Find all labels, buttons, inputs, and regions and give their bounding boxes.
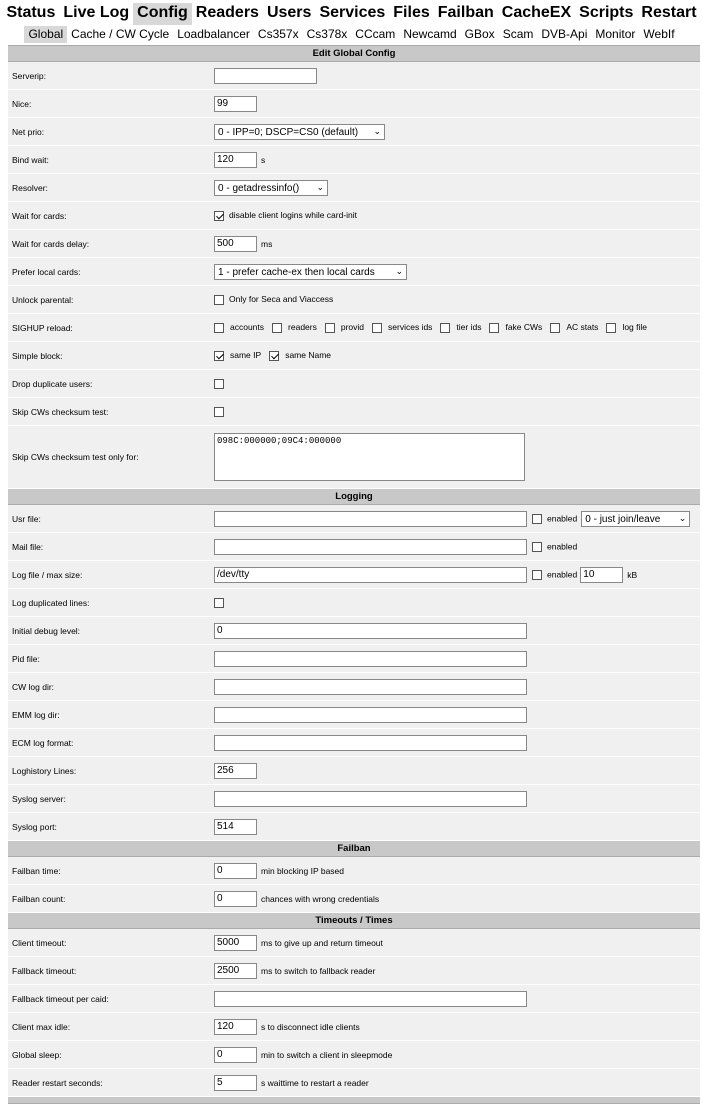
sighup-logfile-label: log file: [622, 322, 648, 333]
bindwait-label: Bind wait:: [8, 146, 210, 174]
fbcaid-input[interactable]: [214, 991, 527, 1007]
subnav-cache-cw-cycle[interactable]: Cache / CW Cycle: [71, 27, 170, 41]
skipcw-label: Skip CWs checksum test:: [8, 398, 210, 426]
sighup-services-checkbox[interactable]: [372, 323, 382, 333]
sighup-tier-label: tier ids: [456, 322, 482, 333]
nav-restart[interactable]: Restart: [641, 4, 697, 21]
waitcards-checkbox[interactable]: [214, 211, 224, 221]
logdup-checkbox[interactable]: [214, 598, 224, 608]
syslogport-label: Syslog port:: [8, 813, 210, 841]
client-timeout-hint: ms to give up and return timeout: [261, 937, 383, 948]
section-header-next: [8, 1097, 700, 1104]
usrfile-enabled-label: enabled: [547, 512, 578, 523]
section-header-global: Edit Global Config: [8, 46, 700, 62]
mailfile-input[interactable]: [214, 539, 527, 555]
sighup-label: SIGHUP reload:: [8, 314, 210, 342]
syslog-input[interactable]: [214, 791, 527, 807]
usrfile-input[interactable]: [214, 511, 527, 527]
simpleblock-ip-checkbox[interactable]: [214, 351, 224, 361]
sleep-label: Global sleep:: [8, 1041, 210, 1069]
syslog-label: Syslog server:: [8, 785, 210, 813]
bindwait-input[interactable]: [214, 152, 257, 168]
subnav-gbox[interactable]: GBox: [464, 27, 495, 41]
logfile-size-input[interactable]: [580, 567, 623, 583]
sighup-readers-label: readers: [288, 322, 317, 333]
nav-users[interactable]: Users: [266, 4, 312, 21]
logfile-enabled-checkbox[interactable]: [532, 570, 542, 580]
preferlocal-label: Prefer local cards:: [8, 258, 210, 286]
sighup-tier-checkbox[interactable]: [440, 323, 450, 333]
subnav-dvb-api[interactable]: DVB-Api: [541, 27, 588, 41]
subnav-scam[interactable]: Scam: [502, 27, 534, 41]
sleep-input[interactable]: [214, 1047, 257, 1063]
serverip-label: Serverip:: [8, 62, 210, 90]
preferlocal-select[interactable]: [214, 264, 407, 280]
loghist-label: Loghistory Lines:: [8, 757, 210, 785]
logfile-label: Log file / max size:: [8, 561, 210, 589]
subnav-loadbalancer[interactable]: Loadbalancer: [177, 27, 250, 41]
maxidle-hint: s to disconnect idle clients: [261, 1021, 360, 1032]
nice-label: Nice:: [8, 90, 210, 118]
logfile-size-unit: kB: [627, 569, 638, 580]
pid-input[interactable]: [214, 651, 527, 667]
emmlog-label: EMM log dir:: [8, 701, 210, 729]
failban-count-hint: chances with wrong credentials: [261, 893, 380, 904]
waitdelay-input[interactable]: [214, 236, 257, 252]
cwlog-input[interactable]: [214, 679, 527, 695]
chevron-down-icon: ⌄: [316, 181, 324, 192]
mailfile-enabled-label: enabled: [547, 540, 578, 551]
waitcards-text: disable client logins while card-init: [229, 210, 358, 221]
failban-count-input[interactable]: [214, 891, 257, 907]
unlock-label: Unlock parental:: [8, 286, 210, 314]
cwlog-label: CW log dir:: [8, 673, 210, 701]
section-header-logging: Logging: [8, 489, 700, 505]
skipcw-checkbox[interactable]: [214, 407, 224, 417]
restart-input[interactable]: [214, 1075, 257, 1091]
dropdup-checkbox[interactable]: [214, 379, 224, 389]
client-timeout-label: Client timeout:: [8, 929, 210, 957]
bindwait-unit: s: [261, 154, 266, 165]
unlock-checkbox[interactable]: [214, 295, 224, 305]
debug-input[interactable]: [214, 623, 527, 639]
ecmfmt-input[interactable]: [214, 735, 527, 751]
nice-input[interactable]: [214, 96, 257, 112]
nav-readers[interactable]: Readers: [195, 4, 259, 21]
nav-failban[interactable]: Failban: [437, 4, 494, 21]
nav-live-log[interactable]: Live Log: [63, 4, 130, 21]
mailfile-enabled-checkbox[interactable]: [532, 542, 542, 552]
sighup-acstats-label: AC stats: [566, 322, 599, 333]
nav-cacheex[interactable]: CacheEX: [501, 4, 572, 21]
sighup-provid-label: provid: [340, 322, 365, 333]
simpleblock-name-checkbox[interactable]: [269, 351, 279, 361]
fallback-timeout-input[interactable]: [214, 963, 257, 979]
waitcards-label: Wait for cards:: [8, 202, 210, 230]
resolver-select[interactable]: [214, 180, 328, 196]
sighup-services-label: services ids: [388, 322, 433, 333]
nav-services[interactable]: Services: [319, 4, 386, 21]
unlock-text: Only for Seca and Viaccess: [229, 294, 334, 305]
usrfile-mode-select[interactable]: [581, 511, 690, 527]
simpleblock-ip-label: same IP: [230, 350, 262, 361]
usrfile-mode-value: 0 - just join/leave: [585, 513, 661, 525]
section-header-failban: Failban: [8, 841, 700, 857]
client-timeout-input[interactable]: [214, 935, 257, 951]
sighup-fakecw-label: fake CWs: [505, 322, 543, 333]
serverip-input[interactable]: [214, 68, 317, 84]
restart-label: Reader restart seconds:: [8, 1069, 210, 1097]
netprio-select[interactable]: [214, 124, 385, 140]
restart-hint: s waittime to restart a reader: [261, 1077, 369, 1088]
sighup-provid-checkbox[interactable]: [325, 323, 335, 333]
resolver-label: Resolver:: [8, 174, 210, 202]
maxidle-input[interactable]: [214, 1019, 257, 1035]
sighup-accounts-checkbox[interactable]: [214, 323, 224, 333]
subnav-cs378x[interactable]: Cs378x: [306, 27, 348, 41]
sighup-logfile-checkbox[interactable]: [606, 323, 616, 333]
subnav-newcamd[interactable]: Newcamd: [403, 27, 457, 41]
subnav-cs357x[interactable]: Cs357x: [257, 27, 299, 41]
sighup-fakecw-checkbox[interactable]: [489, 323, 499, 333]
failban-count-label: Failban count:: [8, 885, 210, 913]
sleep-hint: min to switch a client in sleepmode: [261, 1049, 393, 1060]
skipcwfor-label: Skip CWs checksum test only for:: [8, 426, 210, 489]
nav-config[interactable]: Config: [133, 3, 192, 25]
chevron-down-icon: ⌄: [678, 512, 687, 523]
sighup-accounts-label: accounts: [230, 322, 265, 333]
sub-nav: [0, 26, 703, 43]
nav-status[interactable]: Status: [6, 4, 56, 21]
dropdup-label: Drop duplicate users:: [8, 370, 210, 398]
emmlog-input[interactable]: [214, 707, 527, 723]
main-nav: [0, 0, 703, 25]
subnav-webif[interactable]: WebIf: [643, 27, 675, 41]
nav-scripts[interactable]: Scripts: [579, 4, 634, 21]
logdup-label: Log duplicated lines:: [8, 589, 210, 617]
loghist-input[interactable]: [214, 763, 257, 779]
failban-time-input[interactable]: [214, 863, 257, 879]
resolver-value: 0 - getadressinfo(): [218, 182, 300, 194]
logfile-input[interactable]: [214, 567, 527, 583]
failban-time-label: Failban time:: [8, 857, 210, 885]
waitdelay-unit: ms: [261, 238, 273, 249]
syslogport-input[interactable]: [214, 819, 257, 835]
section-header-timeouts: Timeouts / Times: [8, 913, 700, 929]
maxidle-label: Client max idle:: [8, 1013, 210, 1041]
skipcwfor-textarea[interactable]: [214, 433, 525, 481]
fallback-timeout-label: Fallback timeout:: [8, 957, 210, 985]
ecmfmt-label: ECM log format:: [8, 729, 210, 757]
usrfile-enabled-checkbox[interactable]: [532, 514, 542, 524]
sighup-readers-checkbox[interactable]: [272, 323, 282, 333]
fbcaid-label: Fallback timeout per caid:: [8, 985, 210, 1013]
pid-label: Pid file:: [8, 645, 210, 673]
subnav-monitor[interactable]: Monitor: [595, 27, 636, 41]
config-table: [8, 45, 700, 1104]
netprio-label: Net prio:: [8, 118, 210, 146]
nav-files[interactable]: Files: [393, 4, 430, 21]
simpleblock-label: Simple block:: [8, 342, 210, 370]
netprio-value: 0 - IPP=0; DSCP=CS0 (default): [218, 126, 359, 138]
mailfile-label: Mail file:: [8, 533, 210, 561]
chevron-down-icon: ⌄: [395, 265, 403, 276]
subnav-cccam[interactable]: CCcam: [355, 27, 396, 41]
fallback-timeout-hint: ms to switch to fallback reader: [261, 965, 376, 976]
subnav-global[interactable]: Global: [24, 26, 67, 43]
debug-label: Initial debug level:: [8, 617, 210, 645]
sighup-acstats-checkbox[interactable]: [550, 323, 560, 333]
usrfile-label: Usr file:: [8, 505, 210, 533]
chevron-down-icon: ⌄: [373, 125, 381, 136]
preferlocal-value: 1 - prefer cache-ex then local cards: [218, 266, 375, 278]
logfile-enabled-label: enabled: [547, 568, 578, 579]
waitdelay-label: Wait for cards delay:: [8, 230, 210, 258]
failban-time-hint: min blocking IP based: [261, 865, 345, 876]
simpleblock-name-label: same Name: [285, 350, 332, 361]
